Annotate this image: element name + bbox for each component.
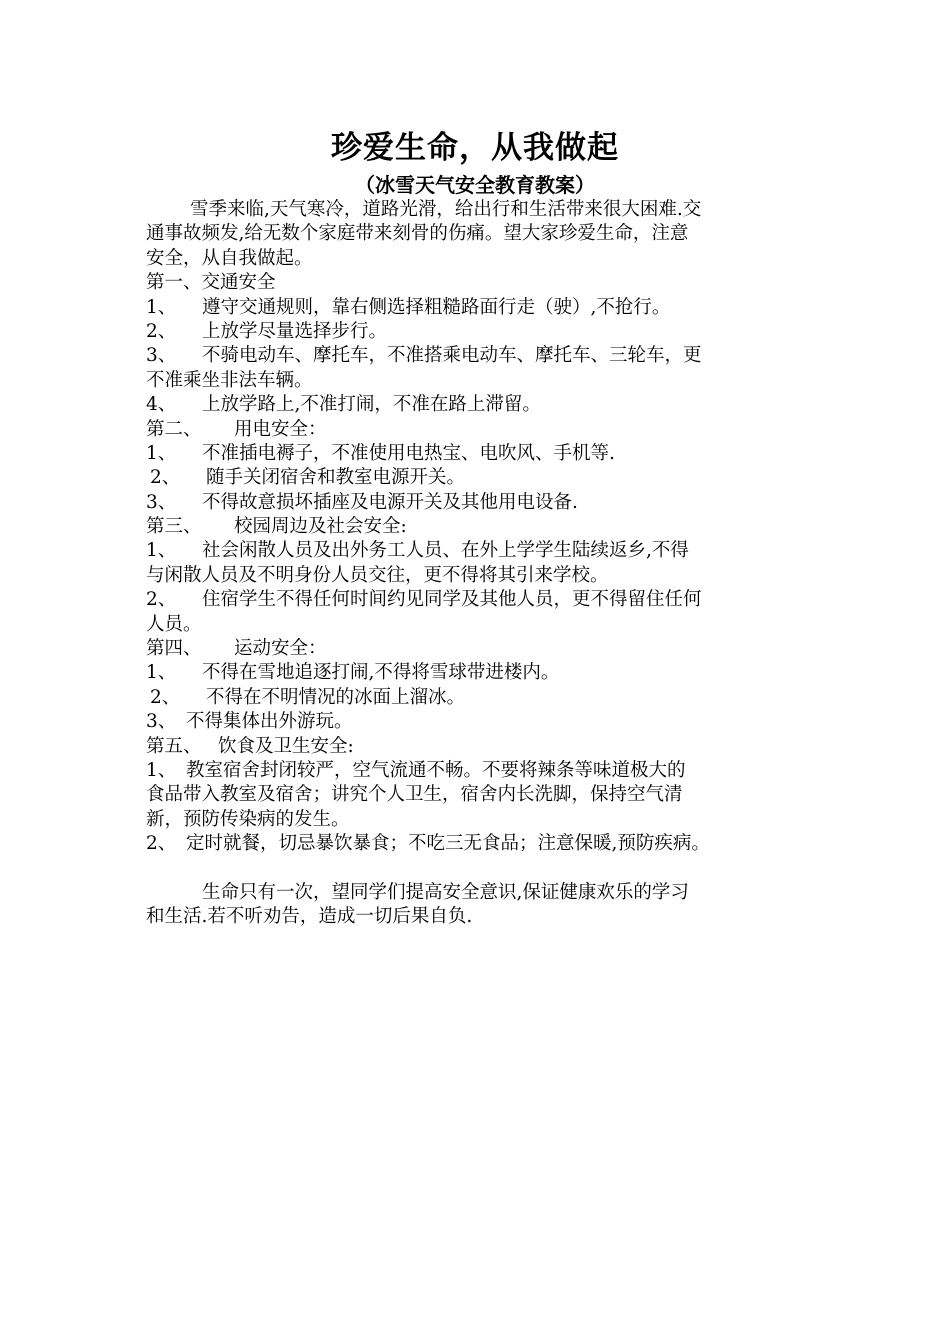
item-text: 定时就餐，切忌暴饮暴食；不吃三无食品；注意保暖,预防疾病。 [186,833,710,855]
list-item-continuation: 与闲散人员及不明身份人员交往，更不得将其引来学校。 [146,564,609,586]
section-prefix: 第五、 [146,735,202,757]
list-item [146,661,814,685]
section-heading [146,418,814,442]
list-item-continuation: 人员。 [146,613,202,635]
item-number: 3、 [146,345,177,367]
list-item [146,393,814,417]
list-item-continuation: 新，预防传染病的发生。 [146,808,350,830]
item-number: 1、 [146,540,177,562]
item-text: 教室宿舍封闭较严，空气流通不畅。不要将辣条等味道极大的 [186,759,686,781]
intro-line: 通事故频发,给无数个家庭带来刻骨的伤痛。望大家珍爱生命，注意 [146,223,689,245]
item-number: 2、 [146,320,177,342]
item-number: 4、 [146,394,177,416]
list-item [146,491,814,515]
paragraph-spacer [146,857,814,881]
item-text: 不得在不明情况的冰面上溜冰。 [206,686,466,708]
list-item [146,296,814,320]
item-text: 不骑电动车、摩托车，不准搭乘电动车、摩托车、三轮车，更 [202,345,702,367]
item-number: 1、 [146,442,177,464]
closing-line: 和生活.若不听劝告，造成一切后果自负. [146,905,473,927]
list-item [146,320,814,344]
section-label: 用电安全： [234,418,327,440]
item-number: 3、 [146,491,177,513]
section-sports-safety [146,637,814,735]
list-item-continuation: 不准乘坐非法车辆。 [146,369,313,391]
section-heading [146,735,814,759]
item-text: 不得故意损坏插座及电源开关及其他用电设备. [202,491,578,513]
section-heading [146,515,814,539]
intro-line: 雪季来临,天气寒冷，道路光滑，给出行和生活带来很大困难.交 [190,199,702,220]
item-text: 不得集体出外游玩。 [186,711,353,733]
section-label: 校园周边及社会安全: [234,516,407,538]
item-text: 社会闲散人员及出外务工人员、在外上学学生陆续返乡,不得 [202,540,689,562]
list-item [146,442,814,466]
list-item [146,539,814,563]
item-number: 2、 [150,686,181,708]
document-body [146,198,814,929]
closing-line: 生命只有一次，望同学们提高安全意识,保证健康欢乐的学习 [202,881,689,903]
section-label: 运动安全： [234,638,327,660]
list-item [146,344,814,368]
section-prefix: 第二、 [146,418,202,440]
section-community-safety [146,515,814,637]
item-text: 不得在雪地追逐打闹,不得将雪球带进楼内。 [202,662,560,684]
intro-paragraph [146,198,814,271]
list-item [146,710,814,734]
section-heading [146,271,814,295]
document-subtitle: （冰雪天气安全教育教案） [355,173,595,197]
item-text: 遵守交通规则，靠右侧选择粗糙路面行走（驶）,不抢行。 [202,296,671,318]
section-electricity-safety [146,418,814,516]
section-heading [146,637,814,661]
item-number: 1、 [146,759,177,781]
item-text: 住宿学生不得任何时间约见同学及其他人员，更不得留住任何 [202,589,702,611]
item-number: 2、 [146,589,177,611]
item-text: 上放学路上,不准打闹，不准在路上滞留。 [202,394,541,416]
section-label: 交通安全 [201,272,276,294]
list-item [146,686,814,710]
item-number: 1、 [146,662,177,684]
item-number: 1、 [146,296,177,318]
item-number: 3、 [146,711,177,733]
item-number: 2、 [146,833,177,855]
list-item-continuation: 食品带入教室及宿舍；讲究个人卫生，宿舍内长洗脚，保持空气清 [146,784,683,806]
intro-line: 安全，从自我做起。 [146,247,313,269]
list-item [146,466,814,490]
item-text: 随手关闭宿舍和教室电源开关。 [206,467,466,489]
list-item [146,759,814,783]
section-traffic-safety [146,271,814,417]
list-item [146,588,814,612]
section-prefix: 第一、 [146,272,202,294]
section-label: 饮食及卫生安全: [218,735,354,757]
section-prefix: 第三、 [146,516,202,538]
list-item [146,832,814,856]
item-number: 2、 [150,467,181,489]
document-title: 珍爱生命，从我做起 [331,130,619,166]
section-prefix: 第四、 [146,638,202,660]
item-text: 上放学尽量选择步行。 [202,320,388,342]
section-food-hygiene-safety [146,735,814,857]
item-text: 不准插电褥子，不准使用电热宝、电吹风、手机等. [202,442,615,464]
closing-paragraph [146,881,814,930]
